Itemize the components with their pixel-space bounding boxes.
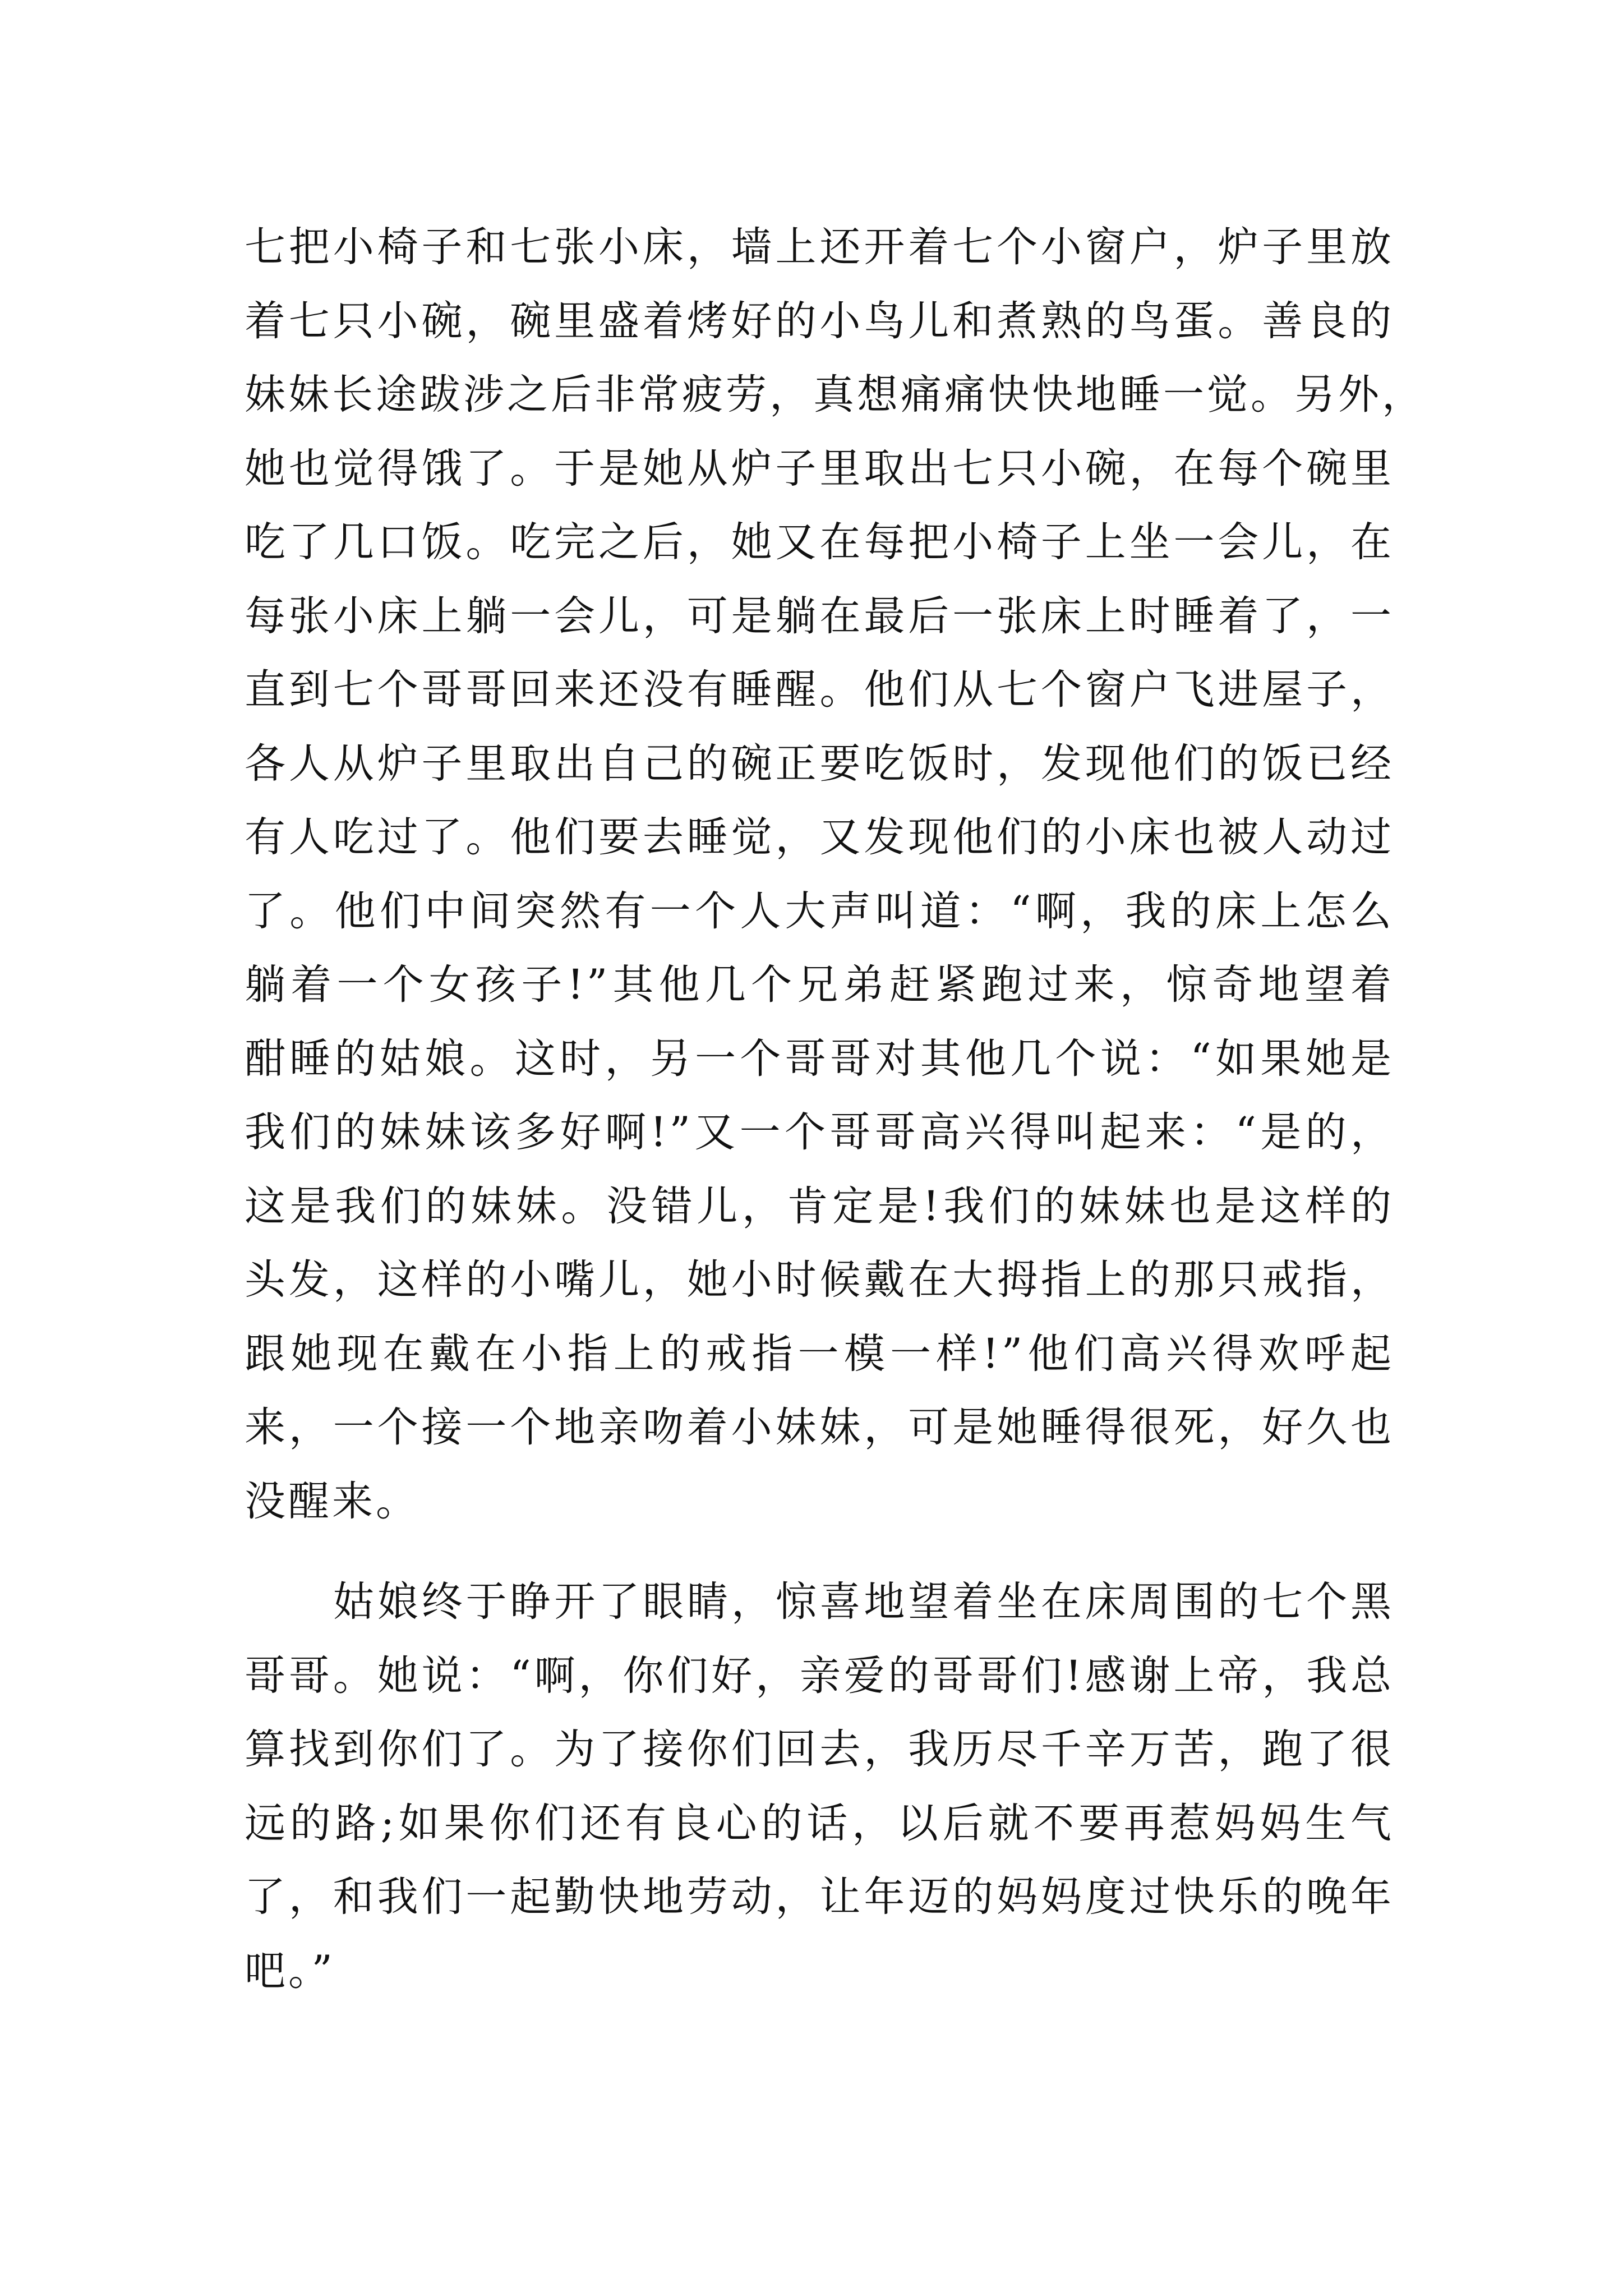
text-line: 吧。” [245, 1947, 335, 1995]
text-line: 没醒来。 [245, 1477, 419, 1525]
text-line: 姑娘终于睁开了眼睛，惊喜地望着坐在床周围的七个黑 [333, 1578, 1394, 1626]
text-line: 我们的妹妹该多好啊!”又一个哥哥高兴得叫起来：“是的， [245, 1108, 1394, 1156]
text-line: 跟她现在戴在小指上的戒指一模一样!”他们高兴得欢呼起 [245, 1329, 1394, 1378]
paragraph-2 [245, 1565, 1394, 2008]
text-line: 远的路;如果你们还有良心的话，以后就不要再惹妈妈生气 [245, 1799, 1394, 1847]
text-line: 哥哥。她说：“啊，你们好，亲爱的哥哥们!感谢上帝，我总 [245, 1651, 1394, 1700]
text-line: 有人吃过了。他们要去睡觉，又发现他们的小床也被人动过 [245, 813, 1394, 861]
text-line: 妹妹长途跋涉之后非常疲劳，真想痛痛快快地睡一觉。另外， [245, 371, 1426, 418]
paragraph-1 [245, 210, 1426, 1538]
text-line: 直到七个哥哥回来还没有睡醒。他们从七个窗户飞进屋子， [245, 666, 1394, 714]
text-line: 来，一个接一个地亲吻着小妹妹，可是她睡得很死，好久也 [245, 1404, 1394, 1451]
text-line: 酣睡的姑娘。这时，另一个哥哥对其他几个说：“如果她是 [245, 1034, 1394, 1083]
text-line: 她也觉得饿了。于是她从炉子里取出七只小碗，在每个碗里 [245, 444, 1394, 493]
text-line: 吃了几口饭。吃完之后，她又在每把小椅子上坐一会儿，在 [245, 518, 1394, 566]
text-line: 了，和我们一起勤快地劳动，让年迈的妈妈度过快乐的晚年 [245, 1873, 1394, 1921]
text-line: 这是我们的妹妹。没错儿，肯定是!我们的妹妹也是这样的 [245, 1182, 1394, 1230]
text-line: 算找到你们了。为了接你们回去，我历尽千辛万苦，跑了很 [245, 1726, 1394, 1773]
text-line: 每张小床上躺一会儿，可是躺在最后一张床上时睡着了，一 [245, 592, 1394, 640]
text-line: 七把小椅子和七张小床，墙上还开着七个小窗户，炉子里放 [245, 223, 1394, 271]
paragraph-spacer [245, 1538, 1394, 1565]
body-text [245, 210, 1426, 2008]
text-line: 头发，这样的小嘴儿，她小时候戴在大拇指上的那只戒指， [245, 1256, 1394, 1304]
text-line: 躺着一个女孩子!”其他几个兄弟赶紧跑过来，惊奇地望着 [245, 961, 1394, 1009]
text-line: 着七只小碗，碗里盛着烤好的小鸟儿和煮熟的鸟蛋。善良的 [245, 297, 1394, 345]
text-line: 各人从炉子里取出自己的碗正要吃饭时，发现他们的饭已经 [245, 739, 1394, 788]
text-line: 了。他们中间突然有一个人大声叫道：“啊，我的床上怎么 [245, 887, 1394, 935]
